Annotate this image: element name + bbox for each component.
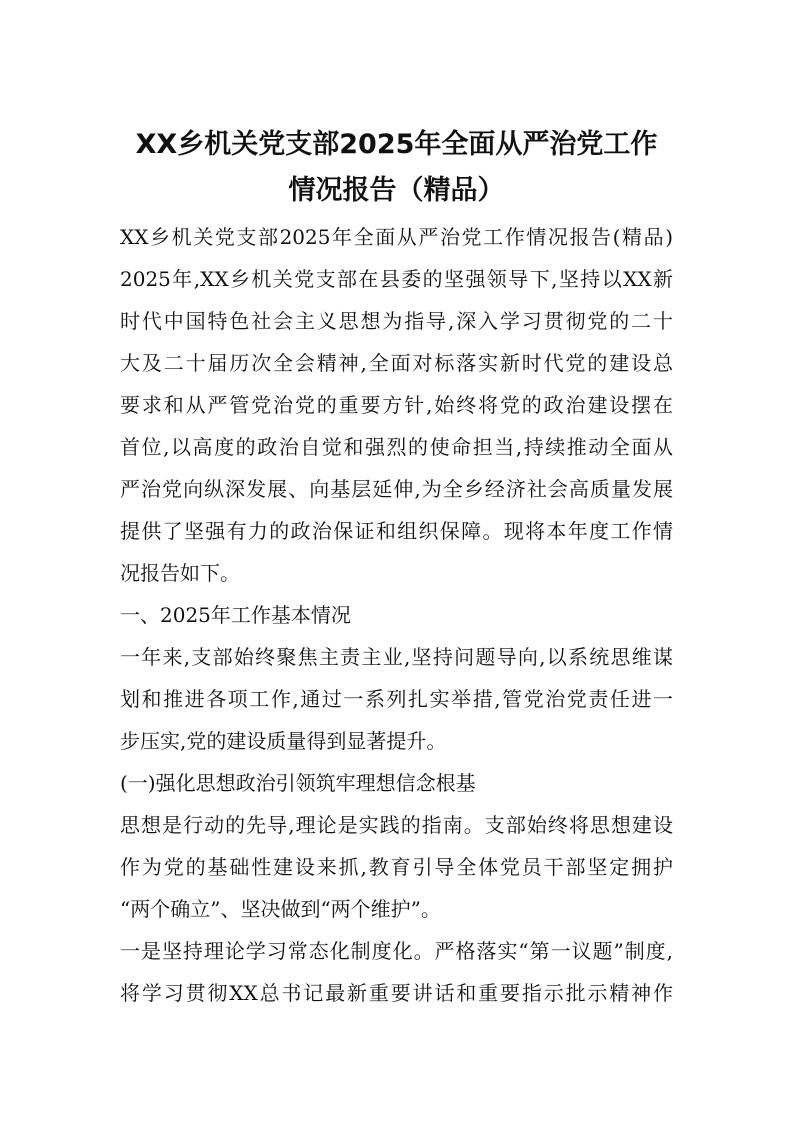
text-line: XX乡机关党支部2025年全面从严治党工作情况报告(精品)	[120, 225, 673, 249]
text-line: 首位,以高度的政治自觉和强烈的使命担当,持续推动全面从	[120, 435, 673, 459]
text-line: 思想是行动的先导,理论是实践的指南。支部始终将思想建设	[120, 813, 673, 837]
title-line-1: XX乡机关党支部2025年全面从严治党工作	[135, 129, 658, 160]
text-line: 要求和从严管党治党的重要方针,始终将党的政治建设摆在	[120, 393, 673, 417]
text-line: 步压实,党的建设质量得到显著提升。	[120, 729, 447, 753]
text-line: (一)强化思想政治引领筑牢理想信念根基	[120, 771, 476, 795]
text-line: 提供了坚强有力的政治保证和组织保障。现将本年度工作情	[120, 519, 673, 543]
text-line: 将学习贯彻XX总书记最新重要讲话和重要指示批示精神作	[120, 981, 673, 1005]
text-line: 一年来,支部始终聚焦主责主业,坚持问题导向,以系统思维谋	[120, 645, 673, 669]
text-line: 一、2025年工作基本情况	[120, 603, 351, 627]
text-line: “两个确立”、坚决做到“两个维护”。	[120, 897, 441, 921]
document-title	[110, 122, 683, 214]
text-line: 严治党向纵深发展、向基层延伸,为全乡经济社会高质量发展	[120, 477, 673, 501]
text-line: 况报告如下。	[120, 561, 240, 585]
title-line-2: 情况报告（精品）	[288, 175, 505, 206]
text-line: 大及二十届历次全会精神,全面对标落实新时代党的建设总	[120, 351, 673, 375]
text-line: 作为党的基础性建设来抓,教育引导全体党员干部坚定拥护	[120, 855, 673, 879]
text-line: 时代中国特色社会主义思想为指导,深入学习贯彻党的二十	[120, 309, 673, 333]
document-body	[120, 216, 673, 1014]
text-line: 2025年,XX乡机关党支部在县委的坚强领导下,坚持以XX新	[120, 267, 673, 291]
text-line: 划和推进各项工作,通过一系列扎实举措,管党治党责任进一	[120, 687, 673, 711]
text-line: 一是坚持理论学习常态化制度化。严格落实“第一议题”制度,	[120, 939, 673, 963]
